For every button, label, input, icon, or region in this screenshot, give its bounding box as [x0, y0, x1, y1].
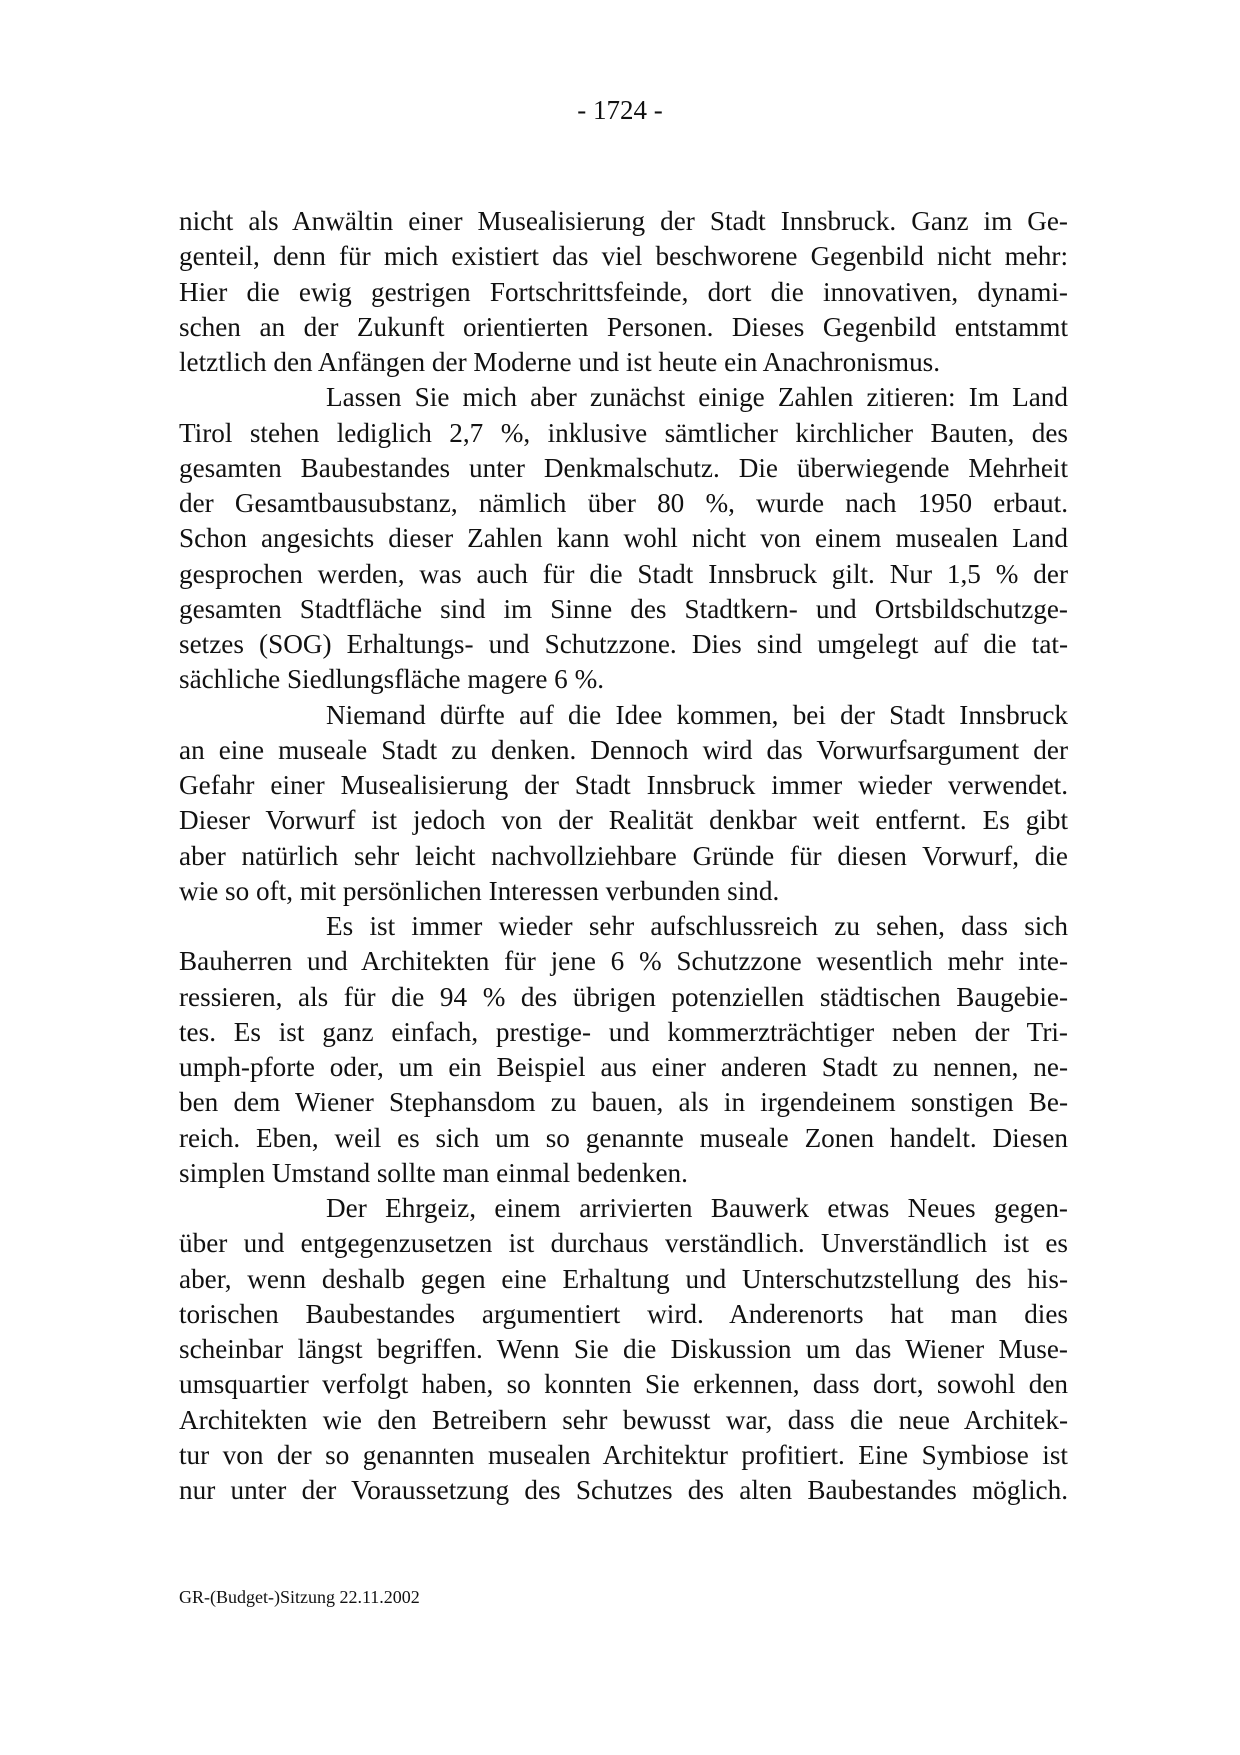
- text-line: tes. Es ist ganz einfach, prestige- und kommerzträchtiger neben der Tri-: [179, 1016, 1068, 1047]
- text-line: letztlich den Anfängen der Moderne und ist heute ein Anachronismus.: [179, 347, 941, 377]
- text-line: Architekten wie den Betreibern sehr bewusst war, dass die neue Architek-: [179, 1404, 1068, 1435]
- text-line: der Gesamtbausubstanz, nämlich über 80 %, wurde nach 1950 erbaut.: [179, 488, 1068, 518]
- text-line: torischen Baubestandes argumentiert wird. Anderenorts hat man dies: [179, 1298, 1068, 1329]
- paragraph: [179, 380, 1068, 697]
- text-line: Bauherren und Architekten für jene 6 % Schutzzone wesentlich mehr inte-: [179, 946, 1068, 977]
- text-line: Schon angesichts dieser Zahlen kann wohl nicht von einem musealen Land: [179, 523, 1068, 554]
- text-line: gesamten Baubestandes unter Denkmalschutz. Die überwiegende Mehrheit: [179, 452, 1068, 483]
- text-line: umph-pforte oder, um ein Beispiel aus einer anderen Stadt zu nennen, ne-: [179, 1052, 1068, 1082]
- text-line: simplen Umstand sollte man einmal bedenken.: [179, 1157, 688, 1188]
- text-line: genteil, denn für mich existiert das viel beschworene Gegenbild nicht mehr:: [179, 241, 1068, 272]
- text-line: sächliche Siedlungsfläche magere 6 %.: [179, 664, 605, 695]
- text-line: scheinbar längst begriffen. Wenn Sie die Diskussion um das Wiener Muse-: [179, 1334, 1068, 1364]
- text-line: schen an der Zukunft orientierten Personen. Dieses Gegenbild entstammt: [179, 311, 1068, 342]
- text-line: Tirol stehen lediglich 2,7 %, inklusive sämtlicher kirchlicher Bauten, des: [179, 417, 1068, 448]
- text-line: Der Ehrgeiz, einem arrivierten Bauwerk etwas Neues gegen-: [326, 1193, 1068, 1223]
- text-line: gesamten Stadtfläche sind im Sinne des Stadtkern- und Ortsbildschutzge-: [179, 593, 1068, 624]
- text-line: Hier die ewig gestrigen Fortschrittsfeinde, dort die innovativen, dynami-: [179, 276, 1068, 307]
- text-line: über und entgegenzusetzen ist durchaus verständlich. Unverständlich ist es: [179, 1228, 1068, 1259]
- paragraph: [179, 698, 1068, 910]
- text-line: aber natürlich sehr leicht nachvollziehbare Gründe für diesen Vorwurf, die: [179, 840, 1068, 871]
- text-line: Niemand dürfte auf die Idee kommen, bei der Stadt Innsbruck: [326, 699, 1068, 730]
- footer-session-label: GR-(Budget-)Sitzung 22.11.2002: [179, 1587, 420, 1607]
- text-line: umsquartier verfolgt haben, so konnten Sie erkennen, dass dort, sowohl den: [179, 1369, 1068, 1400]
- text-line: Es ist immer wieder sehr aufschlussreich zu sehen, dass sich: [326, 911, 1068, 941]
- text-line: Lassen Sie mich aber zunächst einige Zahlen zitieren: Im Land: [326, 382, 1068, 413]
- text-line: Gefahr einer Musealisierung der Stadt Innsbruck immer wieder verwendet.: [179, 770, 1068, 800]
- text-line: Dieser Vorwurf ist jedoch von der Realität denkbar weit entfernt. Es gibt: [179, 805, 1068, 836]
- text-line: ben dem Wiener Stephansdom zu bauen, als in irgendeinem sonstigen Be-: [179, 1087, 1068, 1118]
- text-line: gesprochen werden, was auch für die Stadt Innsbruck gilt. Nur 1,5 % der: [179, 558, 1068, 589]
- text-line: reich. Eben, weil es sich um so genannte museale Zonen handelt. Diesen: [179, 1122, 1068, 1153]
- page-number: - 1724 -: [577, 95, 663, 125]
- text-line: aber, wenn deshalb gegen eine Erhaltung und Unterschutzstellung des his-: [179, 1263, 1068, 1294]
- text-line: nicht als Anwältin einer Musealisierung der Stadt Innsbruck. Ganz im Ge-: [179, 206, 1068, 236]
- paragraph: [179, 1191, 1068, 1508]
- paragraph: [179, 204, 1068, 380]
- text-line: an eine museale Stadt zu denken. Dennoch wird das Vorwurfsargument der: [179, 734, 1068, 765]
- body-text: [179, 204, 1068, 1508]
- text-line: wie so oft, mit persönlichen Interessen verbunden sind.: [179, 875, 780, 906]
- text-line: nur unter der Voraussetzung des Schutzes des alten Baubestandes möglich.: [179, 1475, 1068, 1505]
- text-line: tur von der so genannten musealen Architektur profitiert. Eine Symbiose ist: [179, 1439, 1068, 1470]
- text-line: setzes (SOG) Erhaltungs- und Schutzzone. Dies sind umgelegt auf die tat-: [179, 629, 1068, 659]
- paragraph: [179, 909, 1068, 1191]
- text-line: ressieren, als für die 94 % des übrigen potenziellen städtischen Baugebie-: [179, 981, 1068, 1012]
